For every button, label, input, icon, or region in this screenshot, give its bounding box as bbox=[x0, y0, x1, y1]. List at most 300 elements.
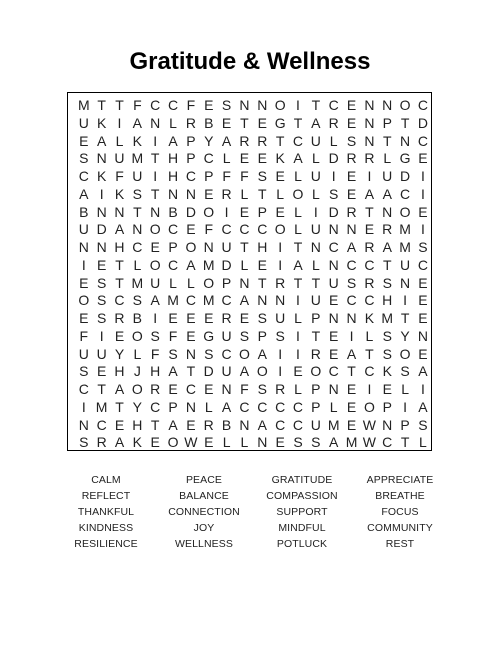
grid-letter[interactable]: L bbox=[186, 274, 195, 291]
grid-letter[interactable]: L bbox=[222, 434, 231, 451]
grid-letter[interactable]: R bbox=[96, 434, 107, 451]
grid-letter[interactable]: E bbox=[257, 114, 267, 131]
grid-letter[interactable]: S bbox=[79, 434, 89, 451]
grid-letter[interactable]: A bbox=[418, 398, 428, 415]
grid-letter[interactable]: A bbox=[364, 185, 375, 202]
grid-letter[interactable]: C bbox=[221, 221, 232, 238]
grid-letter[interactable]: N bbox=[150, 203, 161, 220]
grid-letter[interactable]: C bbox=[221, 292, 232, 309]
grid-letter[interactable]: C bbox=[364, 363, 375, 380]
grid-letter[interactable]: N bbox=[275, 292, 286, 309]
grid-letter[interactable]: T bbox=[365, 203, 374, 220]
grid-letter[interactable]: C bbox=[239, 221, 250, 238]
grid-letter[interactable]: L bbox=[419, 434, 427, 451]
grid-letter[interactable]: F bbox=[186, 97, 196, 113]
grid-letter[interactable]: C bbox=[364, 292, 375, 309]
grid-letter[interactable]: N bbox=[364, 97, 375, 113]
grid-letter[interactable]: N bbox=[239, 274, 250, 291]
grid-letter[interactable]: R bbox=[221, 310, 232, 326]
grid-letter[interactable]: A bbox=[114, 381, 125, 397]
grid-letter[interactable]: C bbox=[185, 292, 196, 309]
grid-letter[interactable]: U bbox=[221, 363, 232, 380]
grid-letter[interactable]: U bbox=[275, 310, 286, 326]
grid-letter[interactable]: L bbox=[294, 221, 302, 238]
grid-letter[interactable]: E bbox=[204, 185, 214, 202]
grid-letter[interactable]: N bbox=[417, 327, 428, 344]
grid-letter[interactable]: A bbox=[114, 434, 125, 451]
grid-letter[interactable]: D bbox=[328, 203, 339, 220]
grid-letter[interactable]: E bbox=[186, 221, 196, 238]
grid-letter[interactable]: S bbox=[257, 381, 267, 397]
grid-letter[interactable]: C bbox=[292, 416, 304, 433]
grid-letter[interactable]: L bbox=[311, 150, 320, 167]
grid-letter[interactable]: O bbox=[256, 363, 268, 380]
grid-letter[interactable]: P bbox=[168, 239, 178, 255]
grid-letter[interactable]: S bbox=[257, 168, 267, 184]
grid-letter[interactable]: K bbox=[96, 168, 107, 184]
grid-letter[interactable]: O bbox=[292, 185, 304, 202]
grid-letter[interactable]: K bbox=[132, 434, 143, 451]
grid-letter[interactable]: U bbox=[96, 345, 107, 362]
grid-letter[interactable]: N bbox=[328, 256, 339, 273]
grid-letter[interactable]: E bbox=[346, 168, 357, 184]
grid-letter[interactable]: E bbox=[168, 310, 178, 326]
grid-letter[interactable]: L bbox=[240, 434, 249, 451]
grid-letter[interactable]: T bbox=[365, 345, 374, 362]
grid-letter[interactable]: C bbox=[346, 292, 357, 309]
grid-letter[interactable]: E bbox=[418, 292, 428, 309]
grid-letter[interactable]: E bbox=[382, 381, 392, 397]
grid-letter[interactable]: B bbox=[168, 203, 178, 220]
grid-letter[interactable]: N bbox=[328, 381, 339, 397]
grid-letter[interactable]: F bbox=[133, 97, 142, 113]
grid-letter[interactable]: S bbox=[150, 327, 160, 344]
grid-letter[interactable]: C bbox=[417, 97, 428, 113]
grid-letter[interactable]: E bbox=[239, 310, 250, 326]
grid-letter[interactable]: N bbox=[96, 150, 107, 167]
grid-letter[interactable]: A bbox=[79, 185, 89, 202]
grid-letter[interactable]: T bbox=[293, 274, 303, 291]
grid-letter[interactable]: R bbox=[150, 381, 161, 397]
grid-letter[interactable]: C bbox=[203, 150, 214, 167]
grid-letter[interactable]: L bbox=[133, 345, 142, 362]
grid-letter[interactable]: C bbox=[400, 185, 411, 202]
grid-letter[interactable]: E bbox=[275, 203, 285, 220]
grid-letter[interactable]: M bbox=[327, 416, 340, 433]
grid-letter[interactable]: U bbox=[310, 416, 321, 433]
grid-letter[interactable]: R bbox=[275, 381, 286, 397]
grid-letter[interactable]: N bbox=[96, 239, 107, 255]
grid-letter[interactable]: C bbox=[167, 221, 179, 238]
grid-letter[interactable]: S bbox=[418, 239, 428, 255]
grid-letter[interactable]: E bbox=[418, 310, 428, 326]
grid-letter[interactable]: H bbox=[167, 168, 179, 184]
grid-letter[interactable]: N bbox=[364, 114, 375, 131]
grid-letter[interactable]: T bbox=[311, 97, 321, 113]
grid-letter[interactable]: S bbox=[96, 310, 107, 326]
grid-letter[interactable]: T bbox=[115, 398, 124, 415]
grid-letter[interactable]: E bbox=[204, 97, 214, 113]
grid-letter[interactable]: I bbox=[224, 203, 229, 220]
grid-letter[interactable]: I bbox=[153, 310, 158, 326]
grid-letter[interactable]: C bbox=[328, 97, 339, 113]
grid-letter[interactable]: T bbox=[115, 256, 124, 273]
grid-letter[interactable]: N bbox=[257, 434, 268, 451]
grid-letter[interactable]: T bbox=[347, 363, 356, 380]
grid-letter[interactable]: N bbox=[221, 381, 232, 397]
grid-letter[interactable]: E bbox=[275, 434, 285, 451]
grid-letter[interactable]: E bbox=[346, 114, 357, 131]
grid-letter[interactable]: O bbox=[399, 97, 411, 113]
grid-letter[interactable]: C bbox=[382, 434, 393, 451]
grid-letter[interactable]: E bbox=[257, 256, 267, 273]
grid-letter[interactable]: A bbox=[221, 398, 232, 415]
grid-letter[interactable]: A bbox=[239, 363, 250, 380]
grid-letter[interactable]: P bbox=[311, 310, 321, 326]
grid-letter[interactable]: A bbox=[168, 363, 178, 380]
grid-letter[interactable]: E bbox=[186, 416, 196, 433]
grid-letter[interactable]: N bbox=[382, 97, 393, 113]
grid-letter[interactable]: E bbox=[204, 381, 214, 397]
grid-letter[interactable]: S bbox=[132, 292, 143, 309]
grid-letter[interactable]: S bbox=[418, 416, 428, 433]
grid-letter[interactable]: L bbox=[311, 185, 320, 202]
grid-letter[interactable]: I bbox=[296, 345, 300, 362]
grid-letter[interactable]: C bbox=[150, 97, 161, 113]
grid-letter[interactable]: C bbox=[185, 168, 196, 184]
grid-letter[interactable]: N bbox=[185, 345, 196, 362]
grid-letter[interactable]: C bbox=[239, 398, 250, 415]
grid-letter[interactable]: R bbox=[328, 114, 339, 131]
grid-letter[interactable]: M bbox=[345, 434, 358, 451]
grid-letter[interactable]: N bbox=[400, 132, 411, 149]
grid-letter[interactable]: Y bbox=[132, 398, 143, 415]
grid-letter[interactable]: Y bbox=[114, 345, 125, 362]
grid-letter[interactable]: G bbox=[399, 150, 411, 167]
grid-letter[interactable]: L bbox=[329, 398, 338, 415]
grid-letter[interactable]: S bbox=[382, 274, 392, 291]
grid-letter[interactable]: P bbox=[311, 398, 321, 415]
grid-letter[interactable]: F bbox=[115, 168, 124, 184]
grid-letter[interactable]: E bbox=[204, 434, 214, 451]
grid-letter[interactable]: G bbox=[203, 327, 215, 344]
grid-letter[interactable]: C bbox=[96, 416, 107, 433]
grid-letter[interactable]: I bbox=[349, 327, 354, 344]
grid-letter[interactable]: E bbox=[418, 150, 428, 167]
grid-letter[interactable]: C bbox=[417, 132, 428, 149]
grid-letter[interactable]: N bbox=[257, 97, 268, 113]
grid-letter[interactable]: N bbox=[132, 221, 143, 238]
grid-letter[interactable]: T bbox=[382, 256, 392, 273]
grid-letter[interactable]: K bbox=[96, 114, 107, 131]
grid-letter[interactable]: L bbox=[222, 150, 231, 167]
grid-letter[interactable]: N bbox=[239, 97, 250, 113]
grid-letter[interactable]: H bbox=[167, 150, 179, 167]
grid-letter[interactable]: K bbox=[132, 132, 143, 149]
grid-letter[interactable]: O bbox=[399, 203, 411, 220]
grid-letter[interactable]: O bbox=[149, 221, 161, 238]
grid-letter[interactable]: E bbox=[257, 150, 267, 167]
grid-letter[interactable]: A bbox=[382, 185, 392, 202]
grid-letter[interactable]: F bbox=[240, 381, 249, 397]
grid-letter[interactable]: A bbox=[293, 150, 303, 167]
grid-letter[interactable]: U bbox=[328, 274, 339, 291]
grid-letter[interactable]: W bbox=[184, 434, 198, 451]
grid-letter[interactable]: N bbox=[239, 416, 250, 433]
grid-letter[interactable]: P bbox=[204, 168, 214, 184]
grid-letter[interactable]: A bbox=[96, 132, 107, 149]
grid-letter[interactable]: L bbox=[294, 310, 302, 326]
grid-letter[interactable]: T bbox=[275, 132, 285, 149]
grid-letter[interactable]: R bbox=[346, 150, 357, 167]
grid-letter[interactable]: L bbox=[311, 256, 320, 273]
grid-letter[interactable]: O bbox=[78, 292, 90, 309]
grid-letter[interactable]: L bbox=[169, 114, 177, 131]
grid-letter[interactable]: S bbox=[275, 327, 285, 344]
grid-letter[interactable]: T bbox=[293, 239, 303, 255]
grid-letter[interactable]: C bbox=[78, 168, 89, 184]
grid-letter[interactable]: L bbox=[240, 256, 249, 273]
grid-letter[interactable]: P bbox=[311, 381, 321, 397]
grid-letter[interactable]: N bbox=[346, 221, 357, 238]
grid-letter[interactable]: S bbox=[204, 345, 214, 362]
grid-letter[interactable]: L bbox=[240, 185, 249, 202]
grid-letter[interactable]: T bbox=[311, 327, 321, 344]
grid-letter[interactable]: L bbox=[294, 203, 302, 220]
grid-letter[interactable]: I bbox=[296, 97, 300, 113]
grid-letter[interactable]: I bbox=[296, 327, 300, 344]
grid-letter[interactable]: L bbox=[133, 256, 142, 273]
grid-letter[interactable]: M bbox=[167, 292, 179, 309]
grid-letter[interactable]: C bbox=[275, 398, 286, 415]
grid-letter[interactable]: P bbox=[382, 398, 392, 415]
grid-letter[interactable]: E bbox=[96, 363, 107, 380]
grid-letter[interactable]: W bbox=[362, 434, 376, 451]
grid-letter[interactable]: S bbox=[79, 150, 89, 167]
grid-letter[interactable]: B bbox=[79, 203, 89, 220]
grid-letter[interactable]: O bbox=[274, 221, 286, 238]
grid-letter[interactable]: A bbox=[132, 114, 143, 131]
grid-letter[interactable]: S bbox=[382, 345, 392, 362]
grid-letter[interactable]: I bbox=[153, 168, 158, 184]
grid-letter[interactable]: U bbox=[382, 168, 393, 184]
grid-letter[interactable]: P bbox=[186, 132, 196, 149]
grid-letter[interactable]: T bbox=[311, 274, 321, 291]
grid-letter[interactable]: R bbox=[185, 114, 196, 131]
grid-letter[interactable]: C bbox=[150, 398, 161, 415]
grid-letter[interactable]: R bbox=[364, 150, 375, 167]
grid-letter[interactable]: S bbox=[257, 310, 267, 326]
grid-letter[interactable]: I bbox=[313, 203, 318, 220]
grid-letter[interactable]: D bbox=[221, 256, 232, 273]
grid-letter[interactable]: O bbox=[274, 97, 286, 113]
grid-letter[interactable]: K bbox=[364, 310, 375, 326]
grid-letter[interactable]: J bbox=[133, 363, 141, 380]
grid-letter[interactable]: C bbox=[257, 221, 268, 238]
grid-letter[interactable]: A bbox=[382, 239, 392, 255]
grid-letter[interactable]: T bbox=[258, 274, 267, 291]
grid-letter[interactable]: L bbox=[294, 381, 302, 397]
grid-letter[interactable]: N bbox=[114, 203, 125, 220]
grid-letter[interactable]: M bbox=[399, 221, 411, 238]
grid-letter[interactable]: N bbox=[328, 310, 339, 326]
grid-letter[interactable]: O bbox=[203, 274, 215, 291]
grid-letter[interactable]: P bbox=[257, 203, 267, 220]
grid-letter[interactable]: C bbox=[185, 381, 196, 397]
grid-letter[interactable]: L bbox=[383, 150, 392, 167]
grid-letter[interactable]: T bbox=[115, 274, 124, 291]
grid-letter[interactable]: E bbox=[418, 345, 428, 362]
grid-letter[interactable]: D bbox=[96, 221, 107, 238]
grid-letter[interactable]: B bbox=[221, 416, 232, 433]
grid-letter[interactable]: T bbox=[150, 150, 160, 167]
grid-letter[interactable]: E bbox=[79, 132, 89, 149]
grid-letter[interactable]: E bbox=[346, 381, 357, 397]
grid-letter[interactable]: N bbox=[78, 416, 89, 433]
grid-letter[interactable]: R bbox=[257, 132, 268, 149]
grid-letter[interactable]: O bbox=[131, 381, 143, 397]
grid-letter[interactable]: L bbox=[169, 274, 177, 291]
grid-letter[interactable]: A bbox=[346, 345, 357, 362]
grid-letter[interactable]: O bbox=[310, 363, 322, 380]
grid-letter[interactable]: E bbox=[293, 363, 303, 380]
grid-letter[interactable]: E bbox=[186, 310, 196, 326]
grid-letter[interactable]: A bbox=[293, 256, 303, 273]
grid-letter[interactable]: S bbox=[311, 434, 321, 451]
grid-letter[interactable]: I bbox=[99, 185, 104, 202]
grid-letter[interactable]: O bbox=[185, 239, 197, 255]
grid-letter[interactable]: S bbox=[96, 274, 107, 291]
grid-letter[interactable]: U bbox=[310, 292, 321, 309]
grid-letter[interactable]: U bbox=[221, 327, 232, 344]
grid-letter[interactable]: N bbox=[257, 292, 268, 309]
grid-letter[interactable]: T bbox=[97, 381, 106, 397]
grid-letter[interactable]: H bbox=[132, 416, 143, 433]
grid-letter[interactable]: T bbox=[115, 97, 124, 113]
grid-letter[interactable]: D bbox=[328, 150, 339, 167]
grid-letter[interactable]: U bbox=[78, 114, 89, 131]
grid-letter[interactable]: C bbox=[275, 416, 286, 433]
grid-letter[interactable]: C bbox=[346, 256, 357, 273]
grid-letter[interactable]: A bbox=[114, 221, 125, 238]
grid-letter[interactable]: N bbox=[185, 398, 196, 415]
grid-letter[interactable]: T bbox=[150, 185, 160, 202]
grid-letter[interactable]: U bbox=[114, 150, 125, 167]
grid-letter[interactable]: N bbox=[328, 221, 339, 238]
grid-letter[interactable]: N bbox=[382, 203, 393, 220]
grid-letter[interactable]: K bbox=[382, 363, 392, 380]
grid-letter[interactable]: I bbox=[278, 345, 283, 362]
grid-letter[interactable]: C bbox=[328, 363, 339, 380]
grid-letter[interactable]: M bbox=[131, 150, 144, 167]
grid-letter[interactable]: O bbox=[363, 398, 375, 415]
grid-letter[interactable]: O bbox=[167, 434, 179, 451]
grid-letter[interactable]: E bbox=[346, 398, 357, 415]
grid-letter[interactable]: S bbox=[346, 132, 357, 149]
grid-letter[interactable]: O bbox=[131, 327, 143, 344]
grid-letter[interactable]: C bbox=[328, 239, 339, 255]
grid-letter[interactable]: R bbox=[239, 132, 250, 149]
grid-letter[interactable]: E bbox=[418, 203, 428, 220]
grid-letter[interactable]: S bbox=[79, 363, 89, 380]
grid-letter[interactable]: L bbox=[329, 132, 338, 149]
grid-letter[interactable]: I bbox=[367, 381, 372, 397]
grid-letter[interactable]: H bbox=[382, 292, 393, 309]
grid-letter[interactable]: D bbox=[203, 363, 214, 380]
grid-letter[interactable]: N bbox=[150, 114, 161, 131]
grid-letter[interactable]: T bbox=[97, 97, 106, 113]
grid-letter[interactable]: U bbox=[78, 221, 89, 238]
grid-letter[interactable]: A bbox=[257, 416, 267, 433]
grid-letter[interactable]: N bbox=[203, 239, 214, 255]
grid-letter[interactable]: B bbox=[204, 114, 214, 131]
grid-letter[interactable]: I bbox=[99, 327, 104, 344]
grid-letter[interactable]: C bbox=[292, 132, 304, 149]
grid-letter[interactable]: L bbox=[294, 168, 302, 184]
grid-letter[interactable]: P bbox=[168, 398, 178, 415]
grid-letter[interactable]: E bbox=[364, 221, 375, 238]
grid-letter[interactable]: W bbox=[362, 416, 376, 433]
grid-letter[interactable]: F bbox=[150, 345, 160, 362]
grid-letter[interactable]: A bbox=[168, 132, 178, 149]
grid-letter[interactable]: E bbox=[150, 434, 160, 451]
grid-letter[interactable]: F bbox=[79, 327, 89, 344]
grid-letter[interactable]: E bbox=[329, 327, 339, 344]
grid-letter[interactable]: I bbox=[420, 185, 425, 202]
grid-letter[interactable]: I bbox=[403, 398, 408, 415]
grid-letter[interactable]: I bbox=[81, 256, 86, 273]
grid-letter[interactable]: G bbox=[274, 114, 286, 131]
grid-letter[interactable]: K bbox=[275, 150, 285, 167]
grid-letter[interactable]: T bbox=[400, 114, 410, 131]
grid-letter[interactable]: E bbox=[186, 327, 196, 344]
grid-letter[interactable]: U bbox=[221, 239, 232, 255]
grid-letter[interactable]: C bbox=[167, 256, 179, 273]
grid-letter[interactable]: A bbox=[168, 416, 178, 433]
grid-letter[interactable]: S bbox=[346, 274, 357, 291]
grid-letter[interactable]: E bbox=[239, 150, 250, 167]
grid-letter[interactable]: A bbox=[186, 256, 196, 273]
grid-letter[interactable]: E bbox=[114, 327, 125, 344]
grid-letter[interactable]: T bbox=[400, 434, 410, 451]
grid-letter[interactable]: N bbox=[185, 185, 196, 202]
grid-letter[interactable]: I bbox=[153, 132, 158, 149]
grid-letter[interactable]: R bbox=[275, 274, 286, 291]
grid-letter[interactable]: P bbox=[186, 150, 196, 167]
grid-letter[interactable]: I bbox=[367, 168, 372, 184]
grid-letter[interactable]: R bbox=[346, 203, 357, 220]
grid-letter[interactable]: C bbox=[132, 239, 143, 255]
grid-letter[interactable]: E bbox=[346, 416, 357, 433]
grid-letter[interactable]: L bbox=[204, 398, 213, 415]
grid-letter[interactable]: O bbox=[203, 203, 215, 220]
grid-letter[interactable]: S bbox=[293, 434, 303, 451]
grid-letter[interactable]: E bbox=[275, 168, 285, 184]
grid-letter[interactable]: S bbox=[221, 97, 232, 113]
grid-letter[interactable]: F bbox=[240, 168, 249, 184]
grid-letter[interactable]: T bbox=[186, 363, 196, 380]
grid-letter[interactable]: C bbox=[364, 256, 375, 273]
grid-letter[interactable]: L bbox=[276, 185, 285, 202]
grid-letter[interactable]: S bbox=[168, 345, 178, 362]
grid-letter[interactable]: C bbox=[78, 381, 89, 397]
grid-letter[interactable]: O bbox=[399, 345, 411, 362]
grid-letter[interactable]: N bbox=[346, 310, 357, 326]
grid-letter[interactable]: N bbox=[96, 203, 107, 220]
grid-letter[interactable]: E bbox=[79, 274, 89, 291]
grid-letter[interactable]: E bbox=[96, 256, 107, 273]
grid-letter[interactable]: M bbox=[95, 398, 108, 415]
